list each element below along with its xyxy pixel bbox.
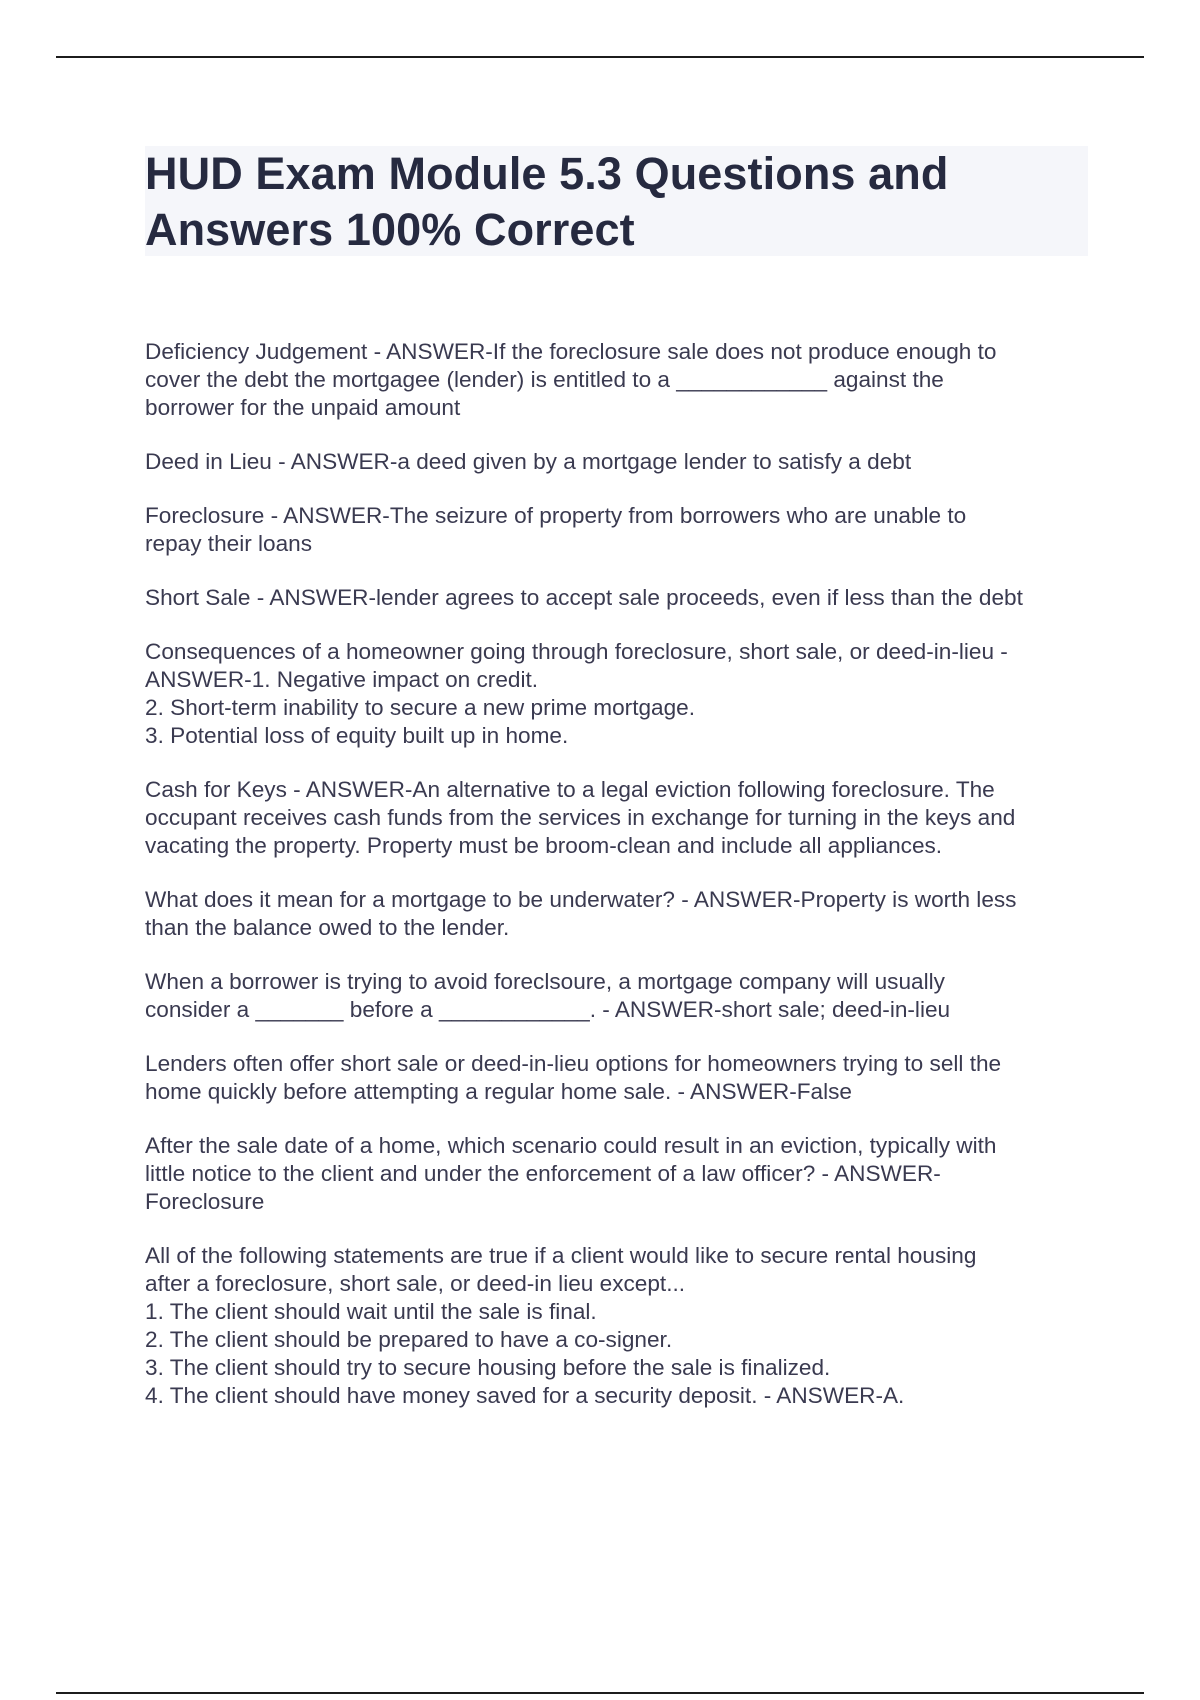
bottom-divider [56, 1692, 1144, 1694]
title-block [145, 146, 1088, 256]
qa-item-consequences: Consequences of a homeowner going through foreclosure, short sale, or deed-in-lieu - ANSWER-1. Negative impact on credit. 2. Short-term inability to secure a new prime mortgage. 3. Potential loss of equity built up in home. [145, 639, 1008, 748]
page-title: HUD Exam Module 5.3 Questions and Answers 100% Correct [145, 148, 949, 255]
qa-item-short-sale: Short Sale - ANSWER-lender agrees to accept sale proceeds, even if less than the debt [145, 585, 1023, 610]
qa-item-eviction-scenario: After the sale date of a home, which scenario could result in an eviction, typically with little notice to the client and under the enforcement of a law officer? - ANSWER- Foreclosure [145, 1133, 997, 1214]
qa-item-deficiency-judgement: Deficiency Judgement - ANSWER-If the foreclosure sale does not produce enough to cover the debt the mortgagee (lender) is entitled to a ____________ against the borrower for the unpaid amount [145, 339, 997, 420]
qa-item-deed-in-lieu: Deed in Lieu - ANSWER-a deed given by a mortgage lender to satisfy a debt [145, 449, 912, 474]
qa-item-cash-for-keys: Cash for Keys - ANSWER-An alternative to a legal eviction following foreclosure. The occupant receives cash funds from the services in exchange for turning in the keys and vacating the property. Property must be broom-clean and include all appliances. [145, 777, 1016, 858]
qa-item-foreclosure: Foreclosure - ANSWER-The seizure of property from borrowers who are unable to repay their loans [145, 503, 967, 556]
qa-item-avoid-foreclosure: When a borrower is trying to avoid foreclsoure, a mortgage company will usually consider a _______ before a ____________. - ANSWER-short sale; deed-in-lieu [145, 969, 951, 1022]
qa-item-rental-housing: All of the following statements are true if a client would like to secure rental housing after a foreclosure, short sale, or deed-in lieu except... 1. The client should wait until the sale is final. 2. The client should be prepared to have a co-signer. 3. The client should try to secure housing before the sale is finalized. 4. The client should have money saved for a security deposit. - ANSWER-A. [145, 1243, 977, 1408]
top-divider [56, 56, 1144, 58]
qa-list [145, 338, 1095, 1436]
qa-item-lenders-options: Lenders often offer short sale or deed-in-lieu options for homeowners trying to sell the home quickly before attempting a regular home sale. - ANSWER-False [145, 1051, 1002, 1104]
qa-item-underwater: What does it mean for a mortgage to be underwater? - ANSWER-Property is worth less than the balance owed to the lender. [145, 887, 1017, 940]
